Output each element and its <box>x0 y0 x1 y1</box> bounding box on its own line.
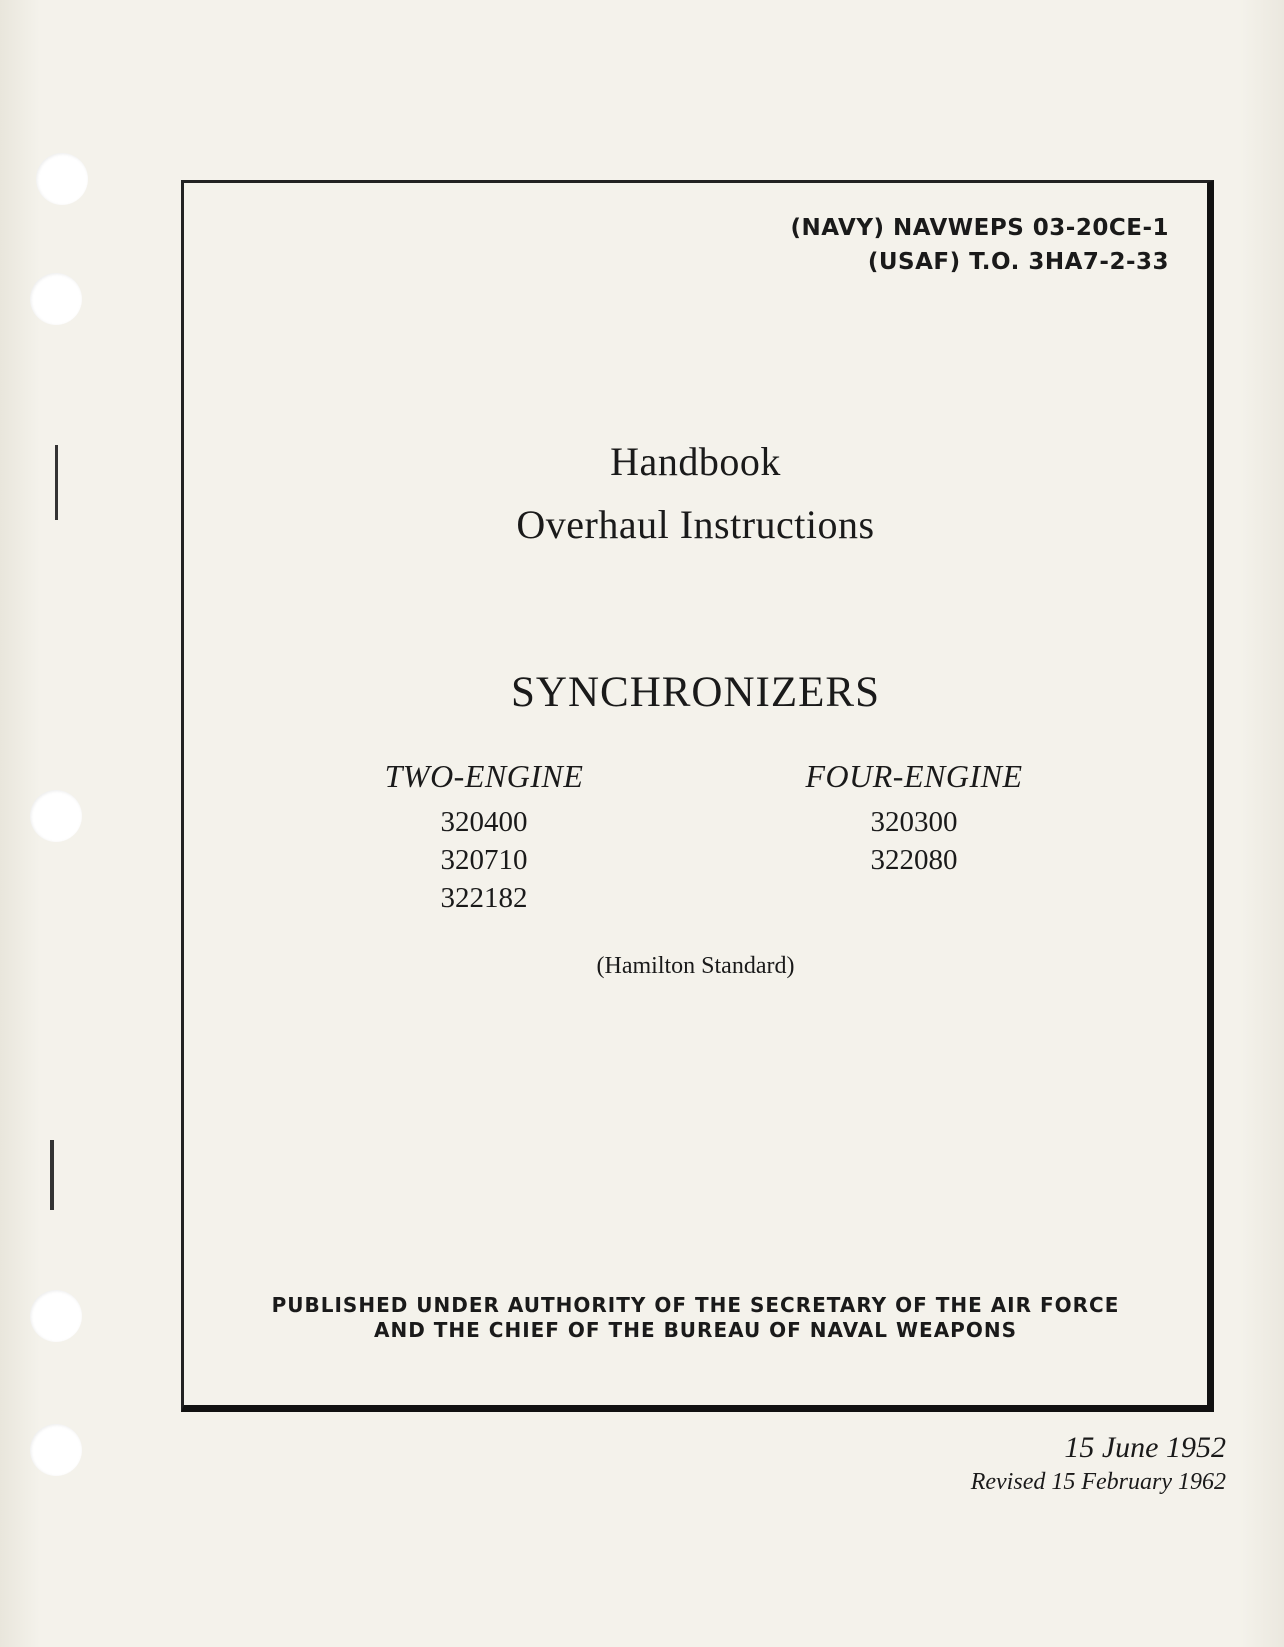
punch-hole <box>30 1424 82 1476</box>
two-engine-header: TWO-ENGINE <box>384 758 584 794</box>
punch-hole <box>30 1290 82 1342</box>
original-date: 15 June 1952 <box>1064 1431 1226 1464</box>
binding-mark <box>50 1140 54 1210</box>
model-number: 322182 <box>440 882 528 914</box>
subject-heading: SYNCHRONIZERS <box>511 669 880 716</box>
binding-mark <box>55 445 58 520</box>
usaf-document-id: (USAF) T.O. 3HA7-2-33 <box>867 249 1169 275</box>
revised-date: Revised 15 February 1962 <box>970 1469 1226 1495</box>
model-number: 322080 <box>870 844 958 876</box>
four-engine-header: FOUR-ENGINE <box>805 758 1023 794</box>
two-engine-column <box>354 758 614 917</box>
authority-line-1: PUBLISHED UNDER AUTHORITY OF THE SECRETARY OF THE AIR FORCE <box>271 1293 1120 1317</box>
punch-hole <box>30 790 82 842</box>
punch-hole <box>36 153 88 205</box>
model-number: 320710 <box>440 844 528 876</box>
publication-dates <box>971 1430 1226 1498</box>
four-engine-column <box>779 758 1049 879</box>
navy-document-id: (NAVY) NAVWEPS 03-20CE-1 <box>790 215 1169 241</box>
document-identifiers <box>791 211 1169 279</box>
manufacturer-name: (Hamilton Standard) <box>596 953 795 979</box>
title-overhaul-instructions: Overhaul Instructions <box>516 502 875 547</box>
publication-authority <box>184 1293 1207 1343</box>
cover-frame <box>181 180 1214 1412</box>
model-number: 320300 <box>870 806 958 838</box>
authority-line-2: AND THE CHIEF OF THE BUREAU OF NAVAL WEAPONS <box>374 1318 1017 1342</box>
title-handbook: Handbook <box>610 439 781 484</box>
model-number: 320400 <box>440 806 528 838</box>
punch-hole <box>30 273 82 325</box>
